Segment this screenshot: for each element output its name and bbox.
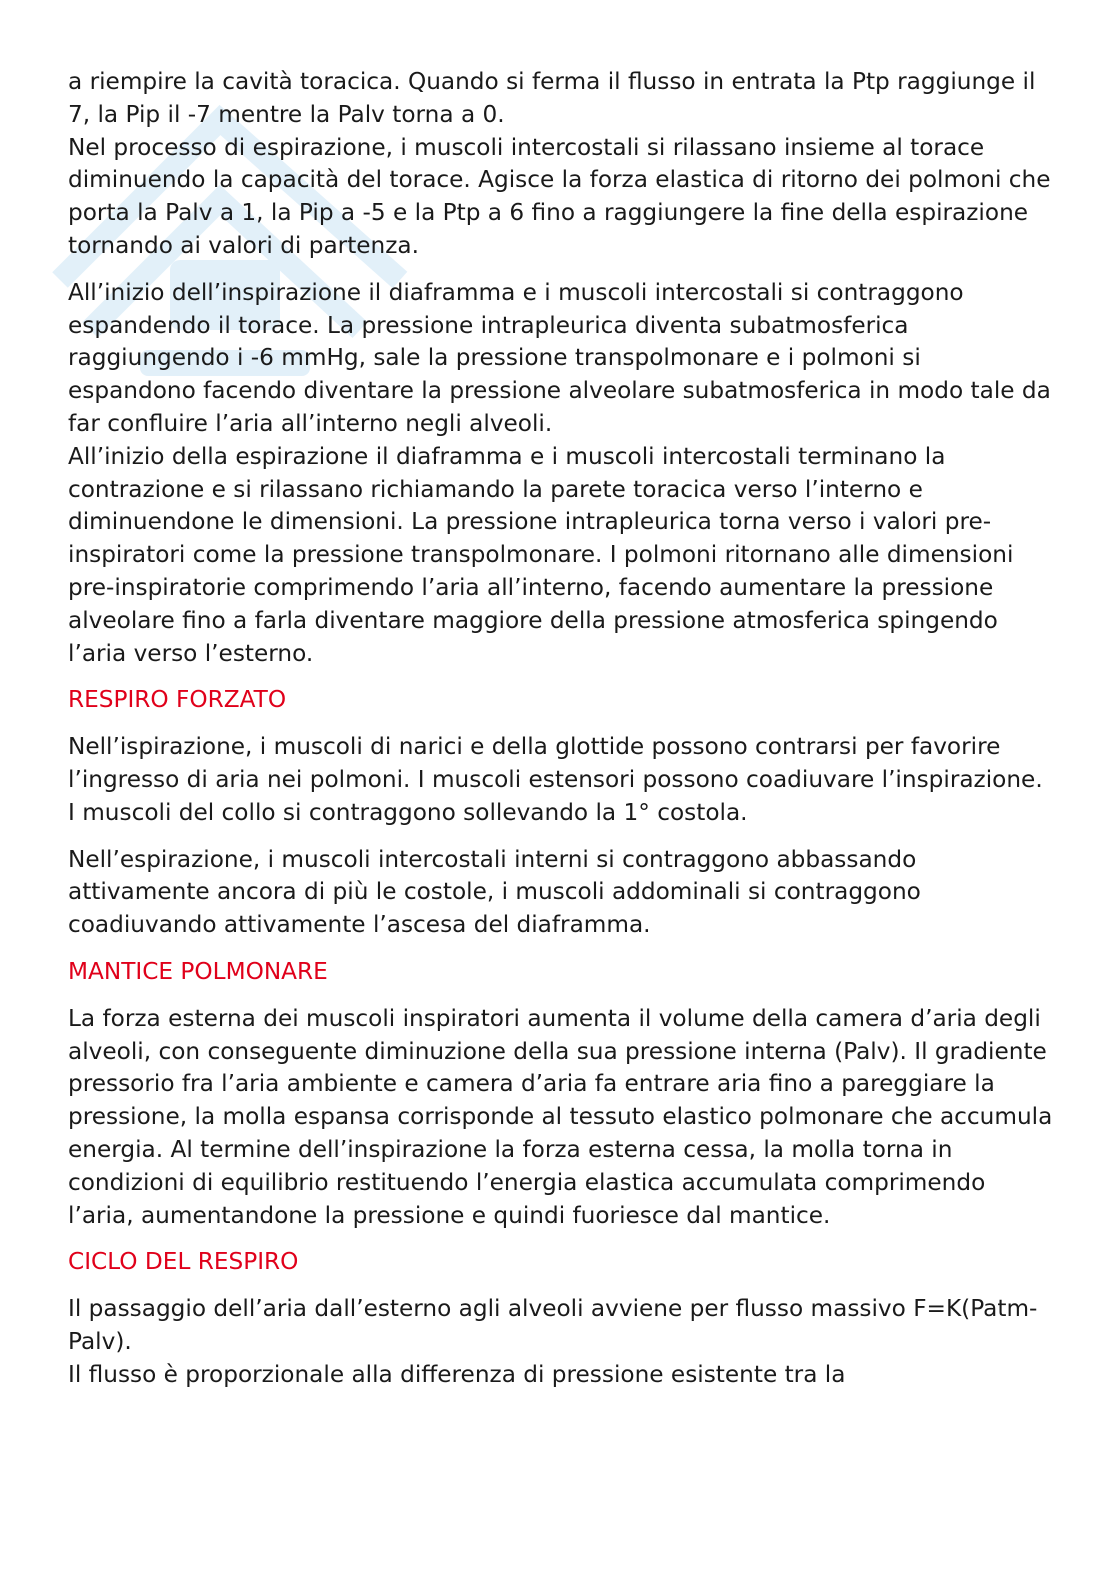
paragraph: Il flusso è proporzionale alla differenza di pressione esistente tra la bbox=[68, 1360, 846, 1388]
section-heading-respiro-forzato: RESPIRO FORZATO bbox=[68, 686, 287, 714]
paragraph: a riempire la cavità toracica. Quando si ferma il flusso in entrata la Ptp raggiunge il 7, la Pip il -7 mentre la Palv torna a 0. bbox=[68, 68, 1036, 128]
paragraph: Nel processo di espirazione, i muscoli intercostali si rilassano insieme al torace diminuendo la capacità del torace. Agisce la forza elastica di ritorno dei polmoni che porta la Palv a 1, la Pip a -5 e la Ptp a 6 fino a raggiungere la fine della espirazione tornando ai valori di partenza. bbox=[68, 133, 1051, 259]
paragraph: Nell’espirazione, i muscoli intercostali interni si contraggono abbassando attivamente ancora di più le costole, i muscoli addominali si contraggono coadiuvando attivamente l’ascesa del diaframma. bbox=[68, 845, 921, 939]
paragraph: All’inizio della espirazione il diaframma e i muscoli intercostali terminano la contrazione e si rilassano richiamando la parete toracica verso l’interno e diminuendone le dimensioni. La pressione intrapleurica torna verso i valori pre-inspiratori come la pressione transpolmonare. I polmoni ritornano alle dimensioni pre-inspiratorie comprimendo l’aria all’interno, facendo aumentare la pressione alveolare fino a farla diventare maggiore della pressione atmosferica spingendo l’aria verso l’esterno. bbox=[68, 442, 1014, 667]
section-heading-mantice-polmonare: MANTICE POLMONARE bbox=[68, 957, 328, 985]
section-heading-ciclo-del-respiro: CICLO DEL RESPIRO bbox=[68, 1248, 299, 1276]
paragraph: All’inizio dell’inspirazione il diaframma e i muscoli intercostali si contraggono espandendo il torace. La pressione intrapleurica diventa subatmosferica raggiungendo i -6 mmHg, sale la pressione transpolmonare e i polmoni si espandono facendo diventare la pressione alveolare subatmosferica in modo tale da far confluire l’aria all’interno negli alveoli. bbox=[68, 278, 1051, 437]
document-page bbox=[68, 66, 1053, 1391]
paragraph: La forza esterna dei muscoli inspiratori aumenta il volume della camera d’aria degli alveoli, con conseguente diminuzione della sua pressione interna (Palv). Il gradiente pressorio fra l’aria ambiente e camera d’aria fa entrare aria fino a pareggiare la pressione, la molla espansa corrisponde al tessuto elastico polmonare che accumula energia. Al termine dell’inspirazione la forza esterna cessa, la molla torna in condizioni di equilibrio restituendo l’energia elastica accumulata comprimendo l’aria, aumentandone la pressione e quindi fuoriesce dal mantice. bbox=[68, 1004, 1053, 1229]
paragraph: Nell’ispirazione, i muscoli di narici e della glottide possono contrarsi per favorire l’ingresso di aria nei polmoni. I muscoli estensori possono coadiuvare l’inspirazione. I muscoli del collo si contraggono sollevando la 1° costola. bbox=[68, 733, 1043, 826]
paragraph: Il passaggio dell’aria dall’esterno agli alveoli avviene per flusso massivo F=K(Patm-Palv). bbox=[68, 1295, 1038, 1355]
